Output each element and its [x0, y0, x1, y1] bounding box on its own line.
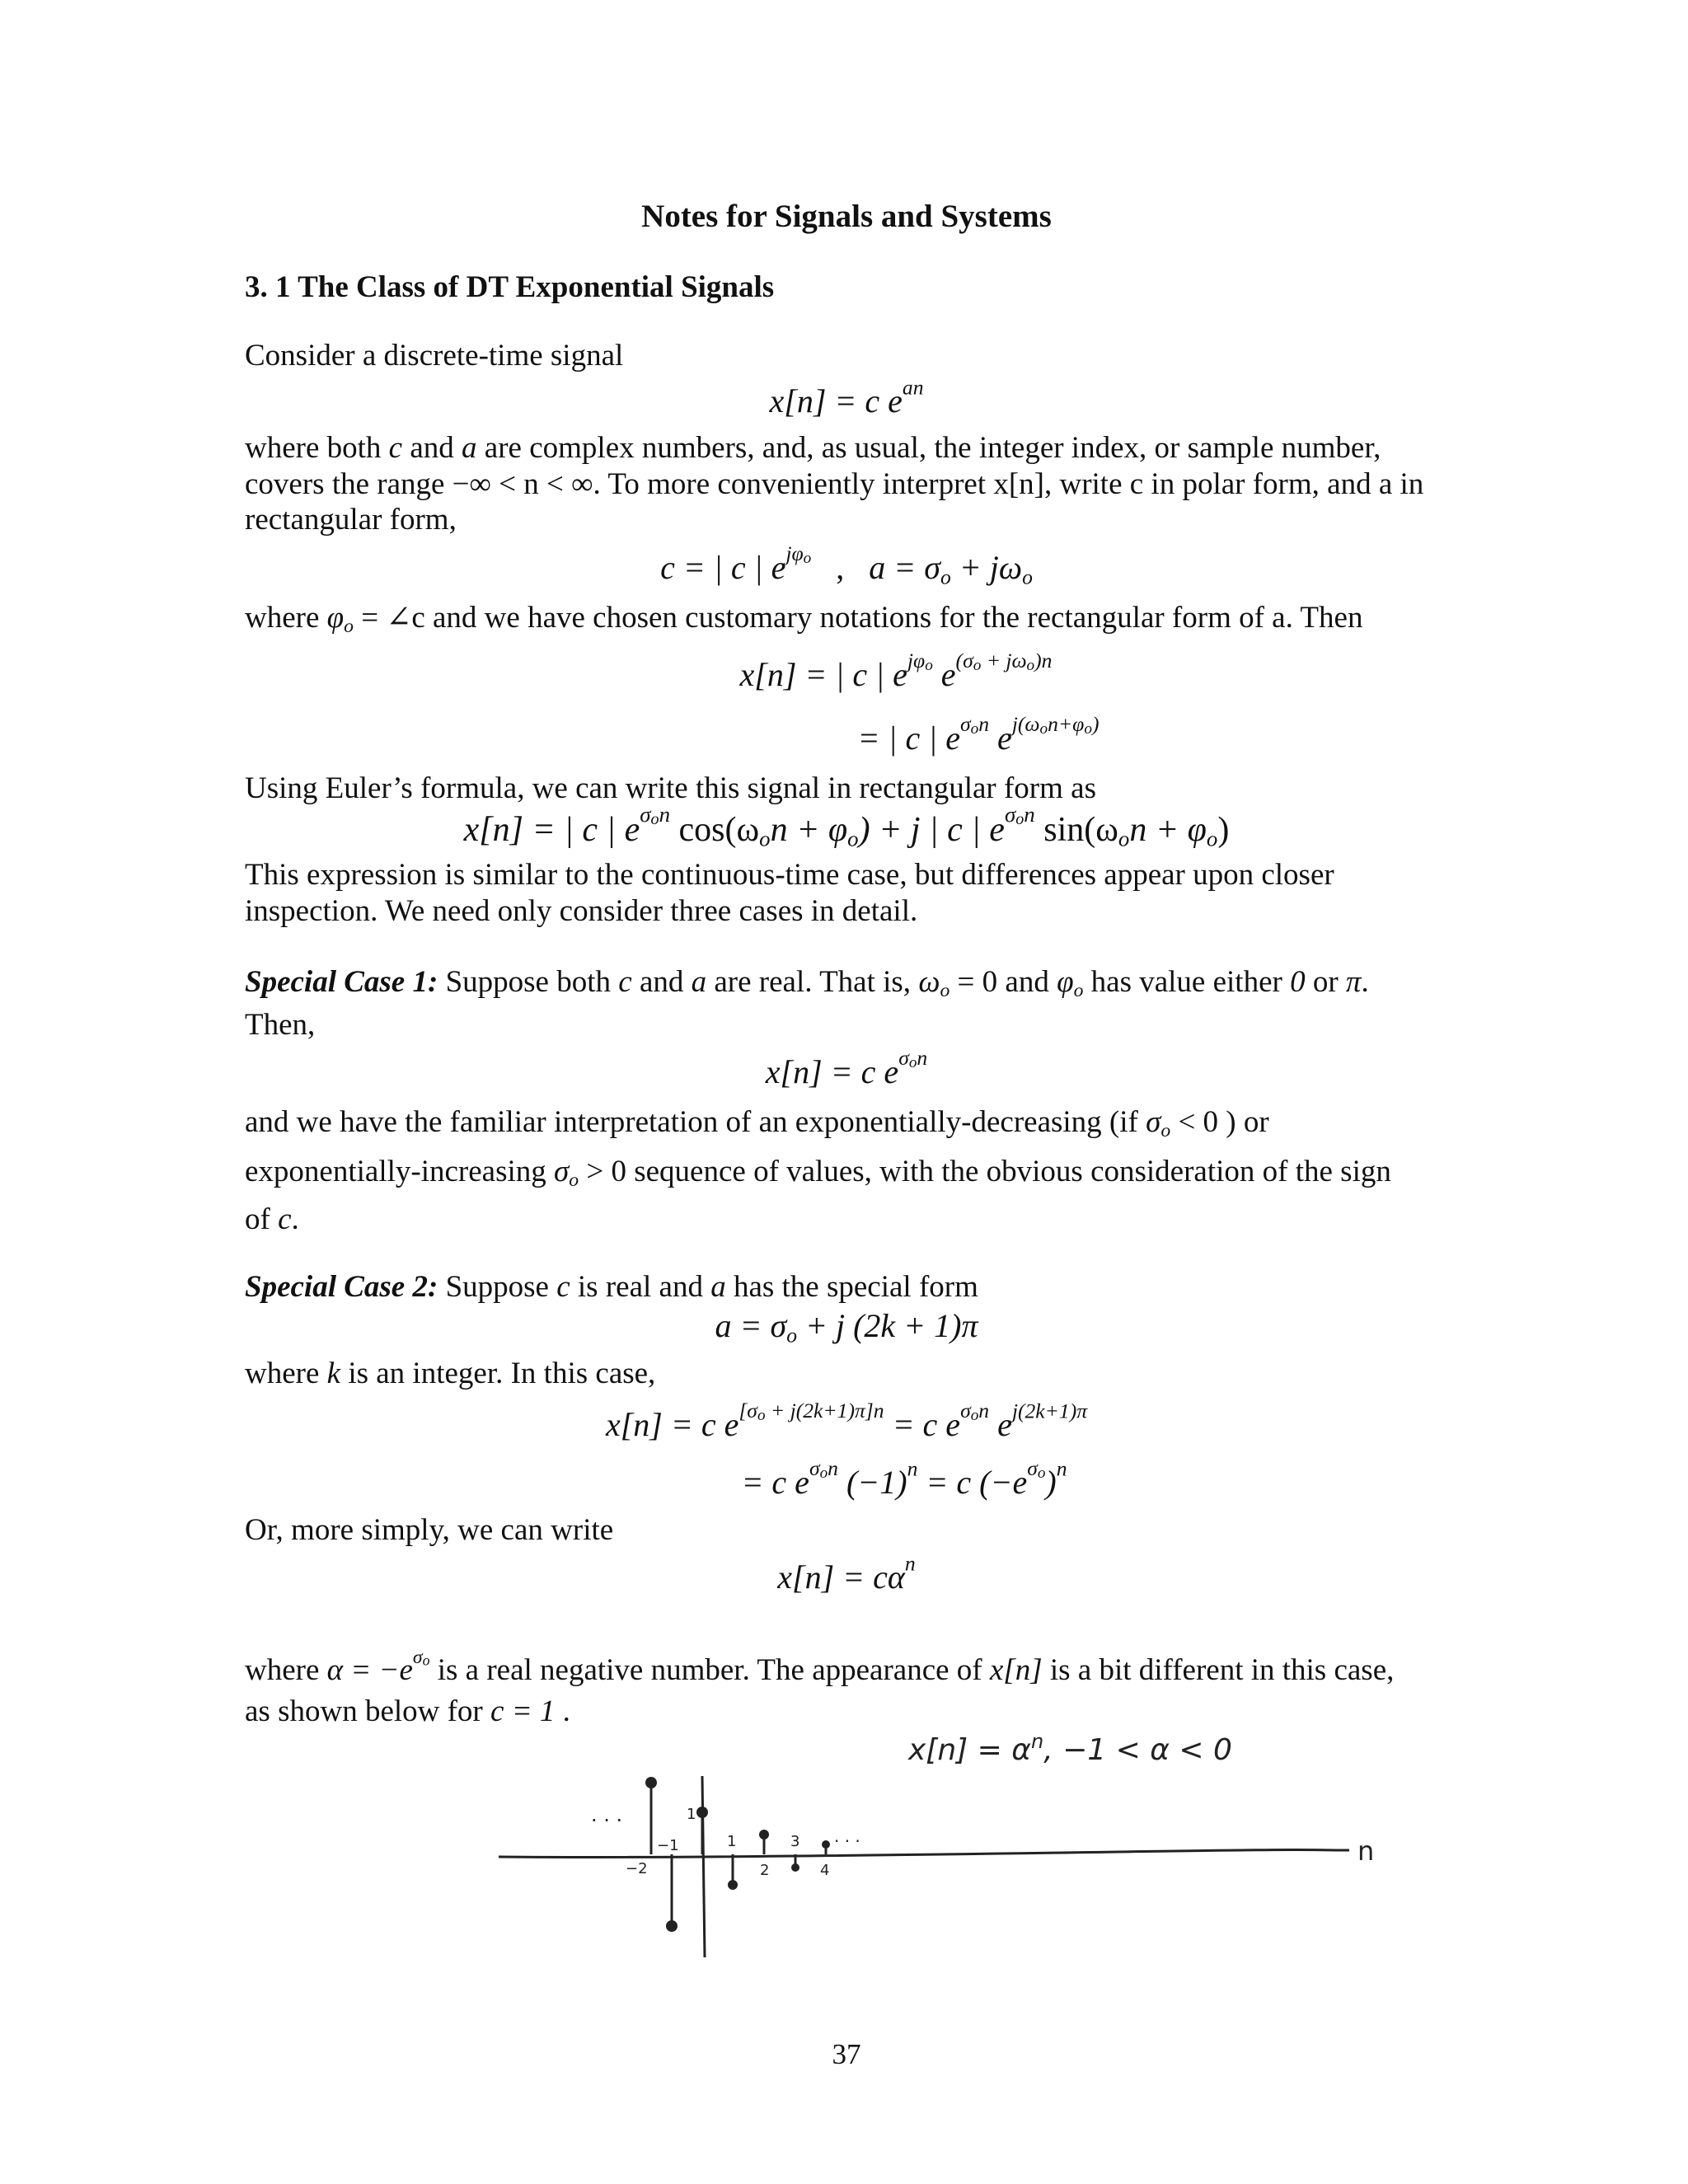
stem-dot-n-0: [696, 1807, 708, 1818]
equation-alpha-power: $x[n] = c\alpha^n$: [777, 1551, 916, 1596]
horizontal-axis: [499, 1850, 1349, 1858]
tick-label-minus-2: −2: [626, 1860, 648, 1877]
paragraph-euler: Using Euler’s formula, we can write this signal in rectangular form as: [245, 771, 1096, 805]
stems: [645, 1777, 830, 1932]
paragraph-special-case-2: Special Case 2: Suppose c is real and a has the special form: [245, 1270, 978, 1304]
paragraph-interpretation-1: and we have the familiar interpretation of an exponentially-decreasing (if $\sigma_o < 0$ ) or: [245, 1105, 1269, 1141]
page-number: 37: [832, 2038, 861, 2070]
stem-value-label: 1: [687, 1806, 696, 1823]
intro-paragraph: Consider a discrete-time signal: [245, 339, 624, 373]
tick-label-minus-1: −1: [657, 1837, 679, 1854]
ellipsis-left: · · ·: [591, 1809, 623, 1832]
stem-dot-n-3: [791, 1863, 799, 1872]
stem-plot-sketch: [492, 1727, 1382, 1974]
stem-dot-n-2: [759, 1830, 769, 1840]
section-heading: 3. 1 The Class of DT Exponential Signals: [245, 270, 775, 304]
equation-special-form: $a = \sigma_o + j$ (2k + 1)π: [715, 1307, 978, 1347]
paragraph-shown-below: as shown below for c = 1 .: [245, 1694, 570, 1728]
equation-case2-expansion-2: = c $e^{\sigma_on}$ $(-1)^n = c$ $(-e^{\sigma_o})^n$: [741, 1456, 1067, 1501]
paragraph-interpretation-3: of c.: [245, 1202, 299, 1236]
equation-expansion-1: x[n] = | c | $e^{j\varphi_o}$ $e^{(\sigma_o + j\omega_o)n}$: [739, 649, 1053, 693]
stem-dot-n-minus-2: [645, 1777, 657, 1788]
page-title: Notes for Signals and Systems: [641, 199, 1052, 234]
ellipsis-right: · · ·: [834, 1831, 860, 1851]
tick-label-4: 4: [820, 1862, 830, 1879]
tick-label-2: 2: [760, 1862, 770, 1879]
paragraph-interpretation-2: exponentially-increasing $\sigma_o > 0$ sequence of values, with the obvious consideration of the sign: [245, 1155, 1391, 1191]
equation-exponential: x[n] = c $e^{an}$: [769, 375, 924, 419]
axis-label-n: n: [1357, 1835, 1375, 1867]
stem-dot-n-minus-1: [666, 1920, 678, 1932]
paragraph-then: Then,: [245, 1008, 316, 1042]
paragraph-alpha-negative: where $\alpha = -e^{\sigma_o}$ is a real negative number. The appearance of x[n] is a bit different in this case,: [245, 1646, 1395, 1687]
equation-euler-form: x[n] = | c | $e^{\sigma_on}$ $\cos(\omega_on + \varphi_o) + j$ | c | $e^{\sigma_on}$ $\sin(\omega_on + \varphi_o)$: [463, 802, 1230, 851]
paragraph-notation: where $\varphi_o$ = ∠c and we have chosen customary notations for the rectangular form of a. Then: [245, 601, 1363, 637]
equation-polar-rectangular: c = | c | $e^{j\varphi_o}$ , $a = \sigma_o + j\omega_o$: [660, 541, 1033, 589]
document-page: [245, 0, 1448, 2184]
paragraph-more-simply: Or, more simply, we can write: [245, 1513, 614, 1547]
equation-real-case: x[n] = c $e^{\sigma_on}$: [765, 1046, 928, 1090]
sketch-label: $x[n] = \alpha^n$, −1 < α < 0: [908, 1730, 1232, 1767]
stem-dot-n-1: [728, 1880, 738, 1890]
equation-case2-expansion-1: x[n] = c $e^{[\sigma_o + j(2k+1)\pi]n} = c$ $e^{\sigma_on}$ $e^{j(2k+1)\pi}$: [605, 1399, 1088, 1443]
paragraph-complex-numbers: where both c and a are complex numbers, and, as usual, the integer index, or sample number, covers the range −∞ < n < ∞. To more conveniently interpret x[n], write c in polar form, and a in rectangular form,: [245, 431, 1424, 537]
sketch-title: [907, 1730, 1232, 1767]
case-1-label: Special Case 1:: [245, 965, 438, 999]
stem-dot-n-4: [822, 1840, 830, 1849]
paragraph-similarity: This expression is similar to the continuous-time case, but differences appear upon closer inspection. We need only consider three cases in detail.: [245, 858, 1334, 928]
case-2-label: Special Case 2:: [245, 1270, 438, 1304]
equation-expansion-2: = | c | $e^{\sigma_on}$ $e^{j(\omega_on+\varphi_o)}$: [857, 712, 1100, 757]
tick-label-3: 3: [790, 1833, 800, 1850]
vertical-axis: [702, 1776, 705, 1957]
paragraph-special-case-1: Special Case 1: Suppose both c and a are real. That is, $\omega_o = 0$ and $\varphi_o$ has value either 0 or π.: [245, 965, 1369, 1001]
tick-label-1: 1: [727, 1833, 737, 1850]
paragraph-k-integer: where k is an integer. In this case,: [245, 1357, 656, 1390]
